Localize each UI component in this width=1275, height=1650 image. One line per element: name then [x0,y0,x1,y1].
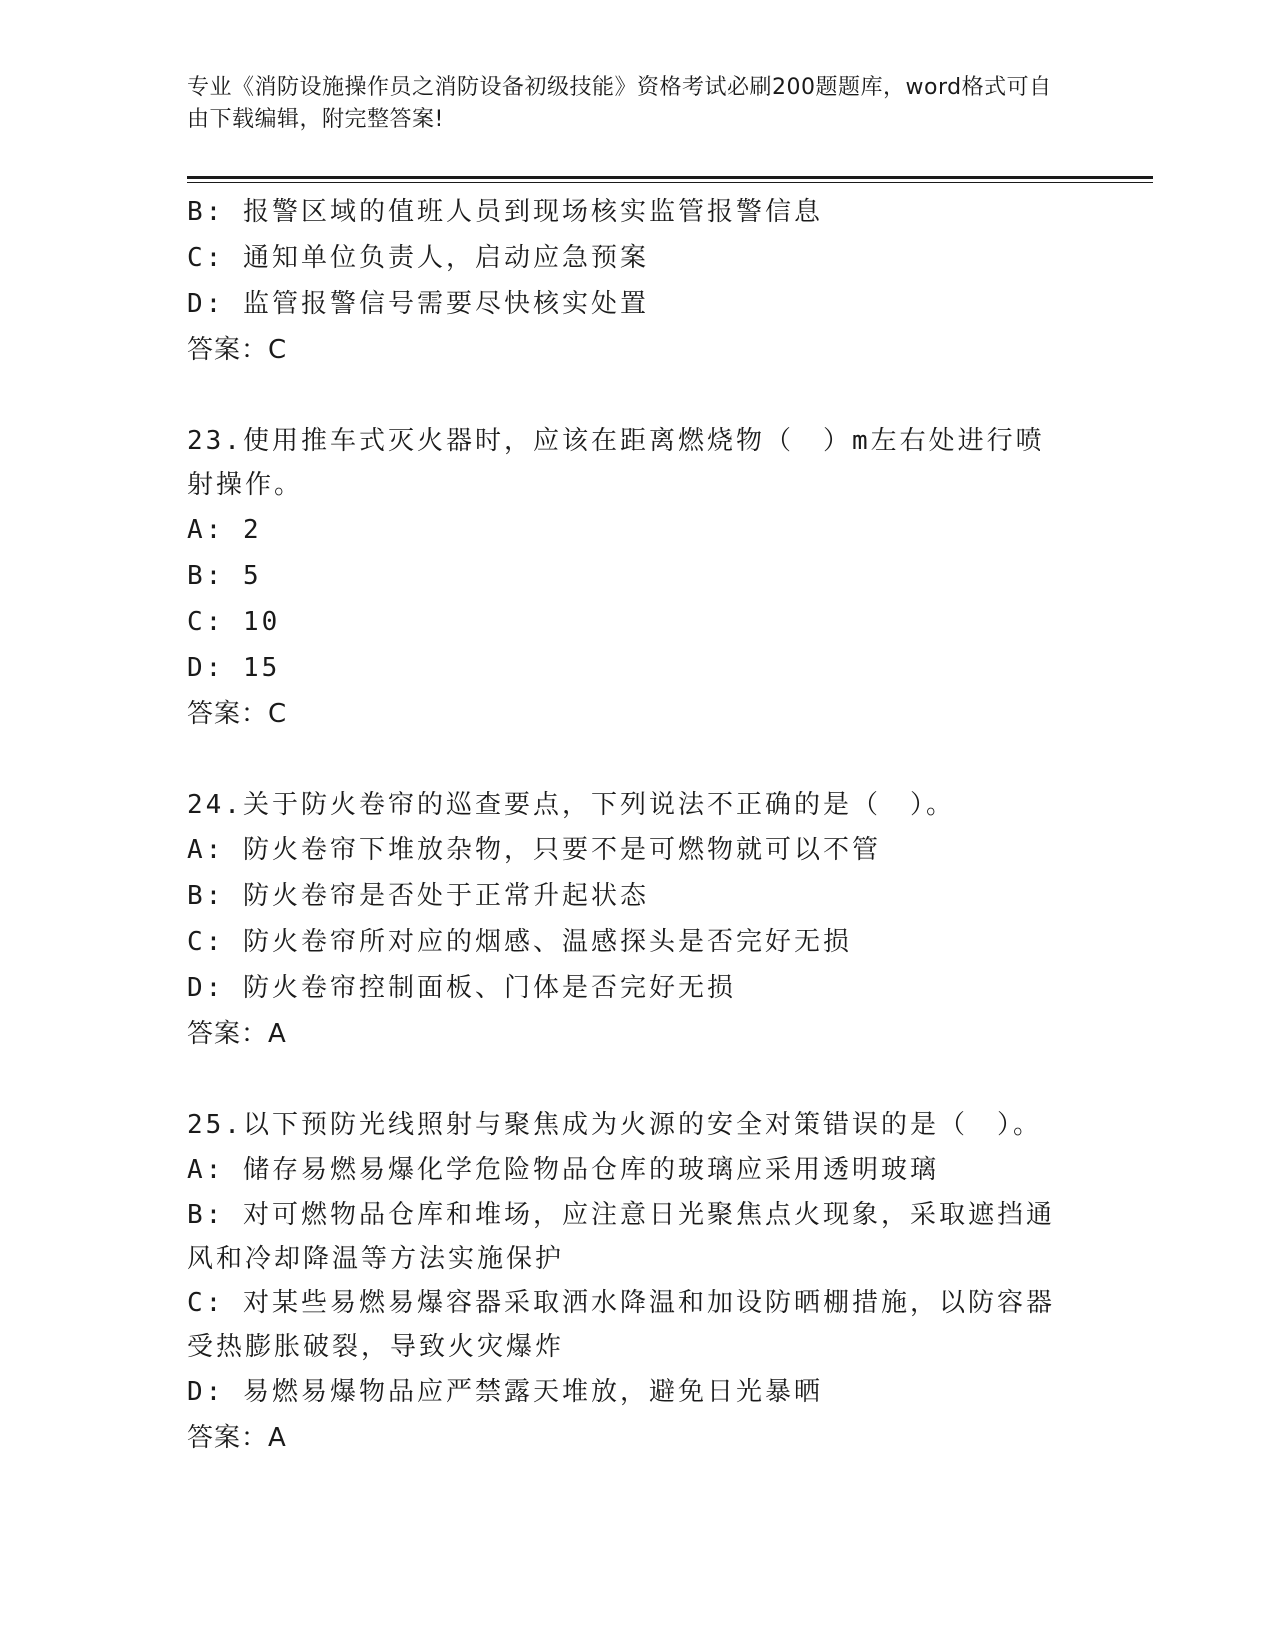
answer-line: 答案：A [187,1423,287,1453]
option-d: D: 易燃易爆物品应严禁露天堆放，避免日光暴晒 [187,1377,823,1407]
document-header: 专业《消防设施操作员之消防设备初级技能》资格考试必刷200题题库，word格式可自由下载编辑，附完整答案! [187,75,1052,132]
question-23 [187,419,1087,737]
question-25 [187,1103,1087,1461]
header-divider-thick [187,176,1153,179]
spacer [187,1057,1087,1103]
question-list [187,189,1087,1461]
question-text: 23.使用推车式灭火器时，应该在距离燃烧物（ ）m左右处进行喷射操作。 [187,426,1045,500]
spacer [187,737,1087,783]
option-d: D: 防火卷帘控制面板、门体是否完好无损 [187,973,736,1003]
option-c: C: 通知单位负责人，启动应急预案 [187,243,649,273]
option-c: C: 防火卷帘所对应的烟感、温感探头是否完好无损 [187,927,852,957]
answer-line: 答案：C [187,335,288,365]
option-a: A: 储存易燃易爆化学危险物品仓库的玻璃应采用透明玻璃 [187,1155,939,1185]
option-d: D: 15 [187,653,281,683]
answer-line: 答案：A [187,1019,287,1049]
question-22-continued [187,189,1087,373]
option-d: D: 监管报警信号需要尽快核实处置 [187,289,649,319]
question-text: 25.以下预防光线照射与聚焦成为火源的安全对策错误的是（ ）。 [187,1110,1042,1140]
question-24 [187,783,1087,1057]
option-b: B: 5 [187,561,262,591]
header-divider-thin [187,182,1153,183]
option-c: C: 对某些易燃易爆容器采取洒水降温和加设防晒棚措施，以防容器受热膨胀破裂，导致火灾爆炸 [187,1288,1055,1362]
answer-line: 答案：C [187,699,288,729]
option-b: B: 防火卷帘是否处于正常升起状态 [187,881,649,911]
option-c: C: 10 [187,607,281,637]
option-a: A: 防火卷帘下堆放杂物，只要不是可燃物就可以不管 [187,835,881,865]
option-a: A: 2 [187,515,262,545]
question-text: 24.关于防火卷帘的巡查要点，下列说法不正确的是（ ）。 [187,790,955,820]
option-b: B: 对可燃物品仓库和堆场，应注意日光聚焦点火现象，采取遮挡通风和冷却降温等方法实施保护 [187,1200,1055,1274]
option-b: B: 报警区域的值班人员到现场核实监管报警信息 [187,197,823,227]
spacer [187,373,1087,419]
